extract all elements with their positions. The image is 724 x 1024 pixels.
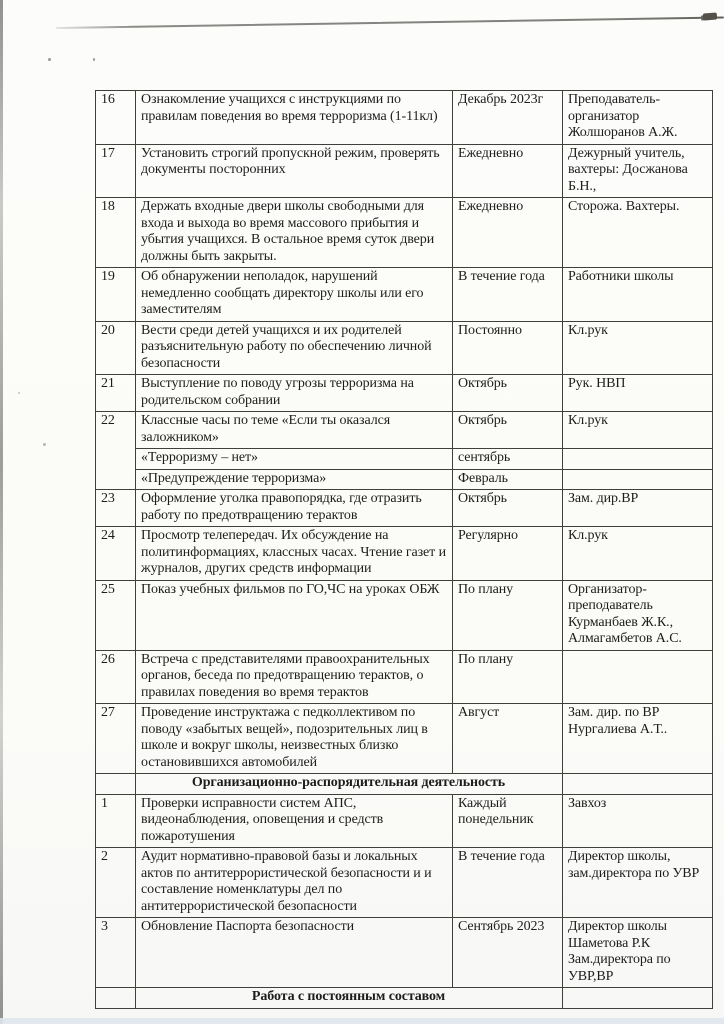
section-header-row (96, 774, 713, 795)
row-number-cell: 3 (96, 918, 136, 988)
plan-row (96, 580, 713, 650)
scan-speck (43, 443, 46, 446)
timing-cell: Ежедневно (453, 198, 563, 268)
activity-cell: Проверки исправности систем АПС, видеонаблюдения, оповещения и средств пожаротушения (136, 794, 453, 848)
activity-cell: Классные часы по теме «Если ты оказался заложником» (136, 412, 453, 449)
activity-cell: Аудит нормативно-правовой базы и локальных актов по антитеррористической безопасности и и составление номенклатуры дел по антитеррористической безопасности (136, 848, 453, 918)
plan-row (96, 794, 713, 848)
timing-cell: Февраль (453, 469, 563, 490)
row-number-cell: 25 (96, 580, 136, 650)
plan-row (96, 91, 713, 145)
row-number-cell: 23 (96, 490, 136, 527)
action-plan-table (95, 90, 713, 1009)
timing-cell: Октябрь (453, 375, 563, 412)
plan-row (96, 848, 713, 918)
activity-cell: «Терроризму – нет» (136, 449, 453, 470)
activity-cell: Держать входные двери школы свободными для входа и выхода во время массового прибытия и убытия учащихся. В остальное время суток двери должны быть закрыты. (136, 198, 453, 268)
responsible-cell: Дежурный учитель, вахтеры: Досжанова Б.Н., (563, 144, 713, 198)
row-number-cell: 26 (96, 650, 136, 704)
activity-cell: «Предупреждение терроризма» (136, 469, 453, 490)
timing-cell: Декабрь 2023г (453, 91, 563, 145)
plan-row (96, 650, 713, 704)
responsible-cell: Директор школы Шаметова Р.К Зам.директора по УВР,ВР (563, 918, 713, 988)
responsible-cell (563, 988, 713, 1009)
plan-row (96, 527, 713, 581)
timing-cell: Август (453, 704, 563, 774)
responsible-cell: Сторожа. Вахтеры. (563, 198, 713, 268)
timing-cell: По плану (453, 650, 563, 704)
activity-cell: Обновление Паспорта безопасности (136, 918, 453, 988)
timing-cell: Регулярно (453, 527, 563, 581)
row-number-cell: 2 (96, 848, 136, 918)
responsible-cell: Работники школы (563, 268, 713, 322)
row-number-cell: 22 (96, 412, 136, 490)
row-number-cell: 20 (96, 321, 136, 375)
row-number-cell: 21 (96, 375, 136, 412)
row-number-cell (96, 988, 136, 1009)
scan-speck (93, 58, 95, 61)
plan-row (96, 375, 713, 412)
responsible-cell: Зам. дир.ВР (563, 490, 713, 527)
section-title-cell: Работа с постоянным составом (136, 988, 563, 1009)
plan-row (96, 449, 713, 470)
responsible-cell (563, 650, 713, 704)
responsible-cell (563, 449, 713, 470)
responsible-cell: Рук. НВП (563, 375, 713, 412)
scan-bottom-strip-artifact (0, 1018, 724, 1024)
row-number-cell: 16 (96, 91, 136, 145)
row-number-cell (96, 774, 136, 795)
activity-cell: Показ учебных фильмов по ГО,ЧС на уроках ОБЖ (136, 580, 453, 650)
row-number-cell: 27 (96, 704, 136, 774)
plan-row (96, 268, 713, 322)
responsible-cell: Преподаватель-организатор Жолшоранов А.Ж. (563, 91, 713, 145)
activity-cell: Просмотр телепередач. Их обсуждение на политинформациях, классных часах. Чтение газет и журналов, других средств информации (136, 527, 453, 581)
responsible-cell: Кл.рук (563, 412, 713, 449)
section-title-cell: Организационно-распорядительная деятельность (136, 774, 563, 795)
timing-cell: Октябрь (453, 412, 563, 449)
scan-speck (48, 58, 51, 61)
responsible-cell: Кл.рук (563, 321, 713, 375)
timing-cell: В течение года (453, 848, 563, 918)
row-number-cell: 19 (96, 268, 136, 322)
plan-row (96, 321, 713, 375)
plan-row (96, 412, 713, 449)
activity-cell: Установить строгий пропускной режим, проверять документы посторонних (136, 144, 453, 198)
timing-cell: В течение года (453, 268, 563, 322)
responsible-cell: Директор школы, зам.директора по УВР (563, 848, 713, 918)
scan-corner-mark-artifact (703, 13, 717, 21)
timing-cell: сентябрь (453, 449, 563, 470)
timing-cell: Постоянно (453, 321, 563, 375)
scan-top-line-artifact (56, 17, 724, 29)
row-number-cell: 1 (96, 794, 136, 848)
activity-cell: Оформление уголка правопорядка, где отразить работу по предотвращению терактов (136, 490, 453, 527)
activity-cell: Проведение инструктажа с педколлективом по поводу «забытых вещей», подозрительных лиц в школе и вокруг школы, неизвестных близко остановившихся автомобилей (136, 704, 453, 774)
row-number-cell: 18 (96, 198, 136, 268)
responsible-cell: Завхоз (563, 794, 713, 848)
responsible-cell: Организатор-преподаватель Курманбаев Ж.К., Алмагамбетов А.С. (563, 580, 713, 650)
plan-row (96, 918, 713, 988)
plan-row (96, 490, 713, 527)
plan-row (96, 469, 713, 490)
action-plan-table-body (96, 91, 713, 1009)
activity-cell: Об обнаружении неполадок, нарушений немедленно сообщать директору школы или его заместителям (136, 268, 453, 322)
row-number-cell: 24 (96, 527, 136, 581)
row-number-cell: 17 (96, 144, 136, 198)
plan-row (96, 198, 713, 268)
activity-cell: Ознакомление учащихся с инструкциями по правилам поведения во время терроризма (1-11кл) (136, 91, 453, 145)
responsible-cell: Зам. дир. по ВР Нургалиева А.Т.. (563, 704, 713, 774)
timing-cell: Сентябрь 2023 (453, 918, 563, 988)
responsible-cell (563, 774, 713, 795)
timing-cell: Каждый понедельник (453, 794, 563, 848)
responsible-cell: Кл.рук (563, 527, 713, 581)
plan-row (96, 144, 713, 198)
timing-cell: Октябрь (453, 490, 563, 527)
activity-cell: Встреча с представителями правоохранительных органов, беседа по предотвращению терактов, о правилах поведения во время терактов (136, 650, 453, 704)
timing-cell: Ежедневно (453, 144, 563, 198)
activity-cell: Вести среди детей учащихся и их родителей разъяснительную работу по обеспечению личной безопасности (136, 321, 453, 375)
timing-cell: По плану (453, 580, 563, 650)
responsible-cell (563, 469, 713, 490)
plan-row (96, 704, 713, 774)
section-header-row (96, 988, 713, 1009)
scan-speck (18, 392, 20, 394)
scan-left-edge-artifact (0, 0, 3, 1024)
activity-cell: Выступление по поводу угрозы терроризма на родительском собрании (136, 375, 453, 412)
